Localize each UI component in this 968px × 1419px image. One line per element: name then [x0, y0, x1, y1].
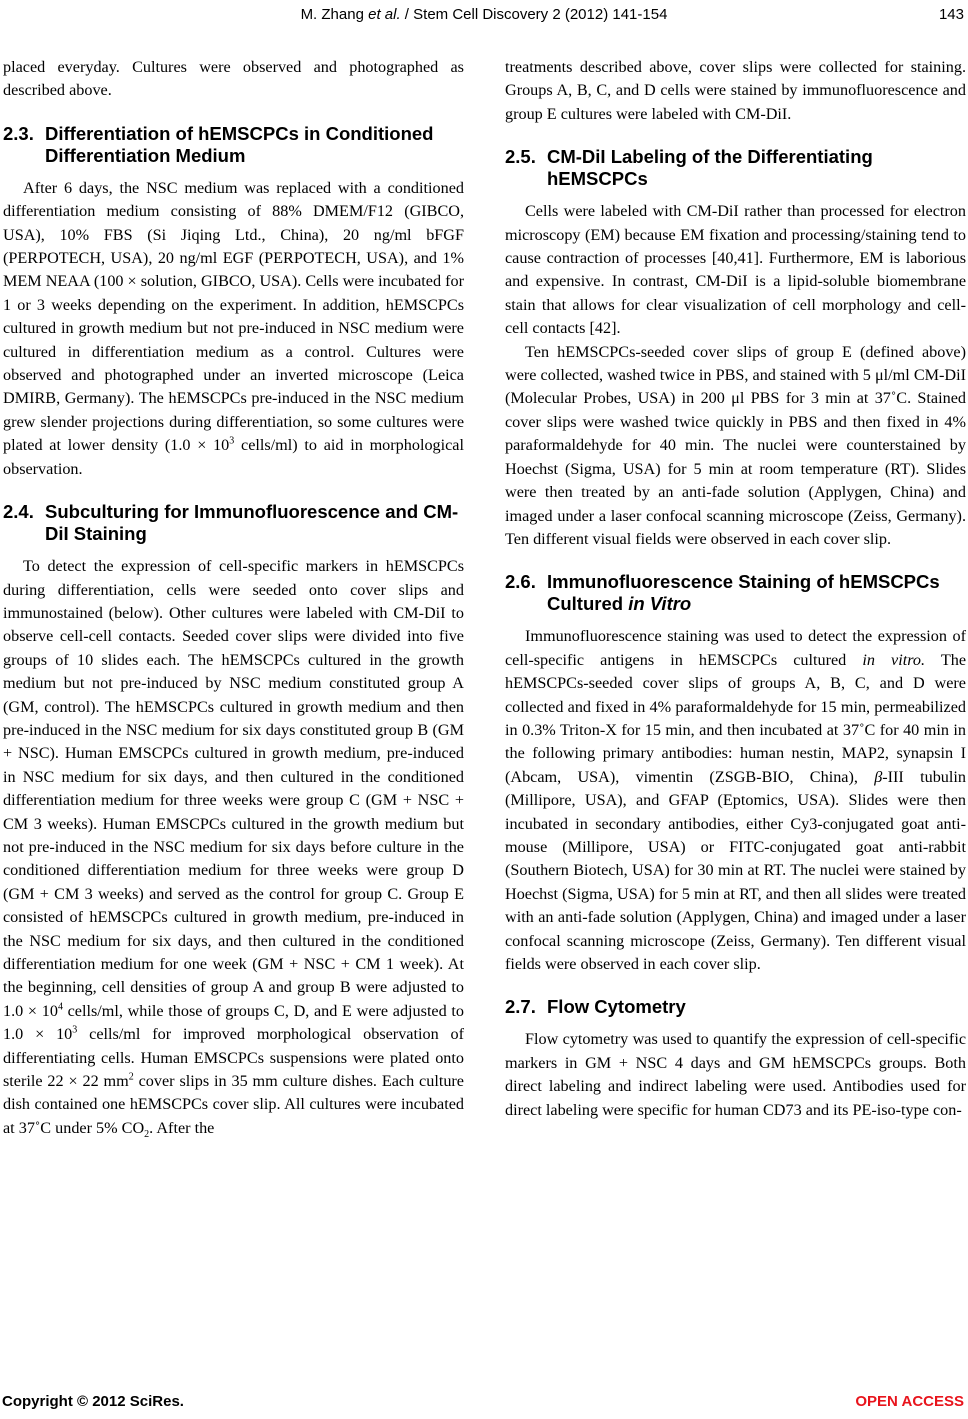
- superscript: 2: [128, 1071, 134, 1083]
- running-head: [0, 4, 968, 26]
- section-heading-2-3: [3, 123, 464, 167]
- text-run: The hEMSCPCs-seeded cover slips of groups A, B, C, and D were collected and fixed in 4% paraformaldehyde for 15 min, permeabilized in 0.3% Triton-X for 15 min, and then incubated at 37˚C for 40 min in the following primary antibodies: human nestin, MAP2, synapsin I (Abcam, USA), vimentin (ZSGB-BIO, China),: [505, 650, 967, 786]
- copyright-notice: Copyright © 2012 SciRes.: [2, 1393, 184, 1410]
- superscript: 3: [229, 435, 235, 447]
- running-title-etal: et al.: [368, 6, 401, 23]
- paragraph: [505, 625, 966, 976]
- footer: [0, 1383, 968, 1419]
- section-heading-2-5: [505, 146, 966, 190]
- section-number: 2.4.: [3, 501, 34, 523]
- paragraph: Ten hEMSCPCs-seeded cover slips of group E (defined above) were collected, washed twice in PBS, and stained with 5 μl/ml CM-DiI (Molecular Probes, USA) in 200 μl PBS for 3 min at 37˚C. Stained cover slips were washed twice quickly in PBS and then fixed in 4% paraformaldehyde for 40 min. The nuclei were counterstained by Hoechst (Sigma, USA) for 5 min at room temperature (RT). Slides were then treated by an anti-fade solution (Applygen, China) and imaged under a laser confocal scanning microscope (Zeiss, Germany). Ten different visual fields were observed in each cover slip.: [505, 342, 966, 548]
- section-heading-2-4: [3, 501, 464, 545]
- section-number: 2.5.: [505, 146, 536, 168]
- italic-run: in vitro.: [862, 650, 926, 669]
- open-access-label: OPEN ACCESS: [855, 1393, 964, 1410]
- section-heading-2-7: [505, 996, 966, 1018]
- left-column: [3, 56, 464, 1140]
- section-number: 2.7.: [505, 996, 536, 1018]
- section-title: Differentiation of hEMSCPCs in Conditioned Differentiation Medium: [45, 122, 434, 166]
- section-number: 2.6.: [505, 571, 536, 593]
- text-run: To detect the expression of cell-specific markers in hEMSCPCs during differentiation, cells were seeded onto cover slips and immunostained (below). Other cultures were labeled with CM-DiI to observe cell-cell contacts. Seeded cover slips were divided into five groups of 10 slides each. The hEMSCPCs cultured in the growth medium but not pre-induced by NSC medium constituted group A (GM, control). The hEMSCPCs cultured in growth medium and then pre-induced in the NSC medium for six days constituted group B (GM + NSC). Human EMSCPCs cultured in growth medium, pre-induced in NSC medium for six days, and then cultured in the conditioned differentiation medium for three weeks were group C (GM + NSC + CM 3 weeks). Human EMSCPCs cultured in the growth medium but not pre-induced in the NSC medium for six days before culture in the conditioned differentiation medium for three weeks were group D (GM + CM 3 weeks) and served as the control for group C. Group E consisted of hEMSCPCs cultured in growth medium, pre-induced in the NSC medium for six days, and then cultured in the conditioned differentiation medium for one week (GM + NSC + CM 1 week). At the beginning, cell densities of group A and group B were adjusted to 1.0 × 10: [3, 557, 464, 1020]
- page-number: 143: [938, 6, 964, 23]
- section-heading-2-6: [505, 571, 966, 615]
- paragraph-continued: placed everyday. Cultures were observed and photographed as described above.: [3, 58, 464, 100]
- paragraph: Flow cytometry was used to quantify the expression of cell-specific markers in GM + NSC 4 days and GM hEMSCPCs groups. Both direct labeling and indirect labeling were used. Antibodies used for direct labeling were specific for human CD73 and its PE-iso-type con-: [505, 1030, 966, 1119]
- paragraph: [3, 177, 464, 481]
- text-run: . After the: [149, 1118, 215, 1137]
- running-title-rest: / Stem Cell Discovery 2 (2012) 141-154: [400, 6, 668, 23]
- section-title-italic: in Vitro: [628, 593, 692, 615]
- paragraph: Cells were labeled with CM-DiI rather than processed for electron microscopy (EM) because EM fixation and processing/staining tend to cause contraction of processes [40,41]. Furthermore, EM is laborious and expensive. In contrast, CM-DiI is a lipid-soluble biomembrane stain that allows for clear visualization of cell morphology and cell-cell contacts [42].: [505, 202, 966, 338]
- text-run: cells/ml) to aid in morphological observation.: [3, 436, 464, 478]
- paragraph-continued: treatments described above, cover slips were collected for staining. Groups A, B, C, and D cells were stained by immunofluorescence and group E cultures were labeled with CM-DiI.: [505, 58, 966, 123]
- superscript: 3: [72, 1024, 78, 1036]
- superscript: 4: [57, 1001, 63, 1013]
- text-run: -III tubulin (Millipore, USA), and GFAP (Eptomics, USA). Slides were then incubated in secondary antibodies, either Cy3-conjugated goat anti-mouse (Millipore, USA) or FITC-conjugated goat anti-rabbit (Southern Biotech, USA) for 30 min at RT. The nuclei were stained by Hoechst (Sigma, USA) for 5 min at RT, and then all slides were treated with an anti-fade solution (Applygen, China) and imaged under a laser confocal scanning microscope (Zeiss, Germany). Ten different visual fields were observed in each cover slip.: [505, 767, 966, 973]
- running-title: [0, 6, 968, 23]
- section-title: CM-DiI Labeling of the Differentiating hEMSCPCs: [547, 146, 873, 190]
- running-title-author: M. Zhang: [300, 6, 364, 23]
- section-title: Subculturing for Immunofluorescence and CM-DiI Staining: [45, 501, 459, 545]
- section-title: Flow Cytometry: [547, 996, 686, 1018]
- text-run: Immunofluorescence staining was used to detect the expression of cell-specific antigens in hEMSCPCs cultured: [505, 627, 966, 669]
- section-title: Immunofluorescence Staining of hEMSCPCs Cultured: [547, 571, 940, 615]
- text-run: cells/ml, while those of groups C, D, and E were adjusted to 1.0 × 10: [3, 1001, 464, 1044]
- section-number: 2.3.: [3, 122, 34, 144]
- subscript: 2: [144, 1129, 150, 1141]
- italic-run: β: [874, 767, 883, 786]
- paragraph: [3, 555, 464, 1140]
- text-run: cover slips in 35 mm culture dishes. Each culture dish contained one hEMSCPCs cover slip. All cultures were incubated at 37˚C under 5% CO: [3, 1072, 464, 1137]
- right-column: [505, 56, 966, 1122]
- text-run: After 6 days, the NSC medium was replaced with a conditioned differentiation medium consisting of 88% DMEM/F12 (GIBCO, USA), 10% FBS (Si Jiqing Ltd., China), 20 ng/ml bFGF (PERPOTECH, USA), 20 ng/ml EGF (PERPOTECH, USA), and 1% MEM NEAA (100 × solution, GIBCO, USA). Cells were incubated for 1 or 3 weeks depending on the experiment. In addition, hEMSCPCs cultured in growth medium but not pre-induced in NSC medium were cultured in differentiation medium as a control. Cultures were observed and photographed under an inverted microscope (Leica DMIRB, Germany). The hEMSCPCs pre-induced in the NSC medium grew slender projections during differentiation, so some cultures were plated at lower density (1.0 × 10: [3, 178, 464, 455]
- text-run: cells/ml for improved morphological observation of differentiating cells. Human EMSCPCs suspensions were plated onto sterile 22 × 22 mm: [3, 1025, 465, 1091]
